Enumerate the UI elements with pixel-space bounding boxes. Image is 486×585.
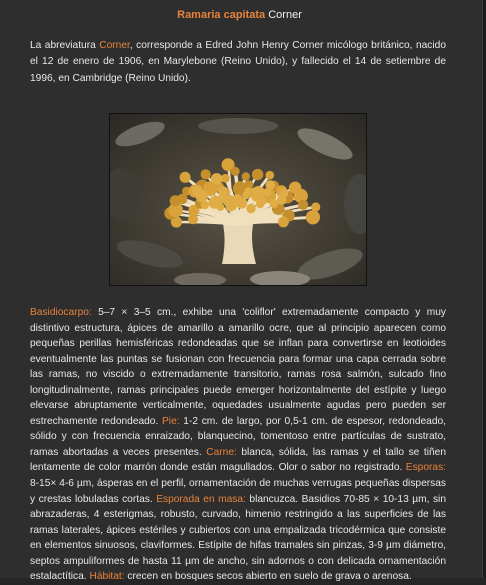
intro-pre: La abreviatura xyxy=(30,40,100,51)
cap-tip xyxy=(278,217,289,228)
text-esporada: blancuzca. Basidios 70-85 × 10-13 µm, sin abrazaderas, 4 esterigmas, robusto, curvado, himenio restringido a las superficies de las ramas laterales, ápices estériles y cubiertos con una empalizada tricodérmica que consiste en elementos sinuosos, claviformes. Estípite de hifas tramales sin pinzas, 3-9 µm diámetro, septos ampuliformes de hasta 11 µm de ancho, sin adornos o con delicada ornamentación estalactítica. xyxy=(30,493,446,583)
cap-tip xyxy=(192,185,203,196)
species-description xyxy=(30,305,446,585)
species-author: Corner xyxy=(268,9,302,21)
cap-tip xyxy=(231,167,240,176)
label-habitat: Hábitat: xyxy=(89,571,125,583)
label-esporada: Esporada en masa: xyxy=(156,493,246,505)
cap-tip xyxy=(210,196,223,209)
author-intro xyxy=(30,38,446,87)
cap-tip xyxy=(298,200,308,210)
mushroom-illustration xyxy=(110,114,366,285)
cap-tip xyxy=(201,201,210,210)
cap-tip xyxy=(266,180,276,190)
cap-tip xyxy=(266,171,275,180)
cap-tip xyxy=(242,172,250,180)
text-habitat: crecen en bosques secos abierto en suelo de grava o arenosa. xyxy=(124,571,412,583)
label-basidiocarpo: Basidiocarpo: xyxy=(30,307,92,318)
cap-tip xyxy=(256,200,264,208)
page-title xyxy=(0,8,479,22)
cap-tip xyxy=(252,169,263,180)
text-carne: blanca, sólida, las ramas y el tallo se tiñen lentamente de color marrón donde están magullados. Olor o sabor no registrado. xyxy=(30,446,446,474)
cap-tip xyxy=(306,210,320,224)
species-name: Ramaria capitata xyxy=(177,9,266,21)
cap-tip xyxy=(223,196,233,206)
cap-tip xyxy=(245,187,252,194)
cap-tip xyxy=(246,204,255,213)
cap-tip xyxy=(270,199,279,208)
cap-tip xyxy=(201,169,211,179)
cap-tip xyxy=(218,186,228,196)
text-esporas: 8-15× 4-6 µm, ásperas en el perfil, ornamentación de muchas verrugas pequeñas dispersas y crestas lobuladas cortas. xyxy=(30,478,446,505)
cap-tip xyxy=(180,172,191,183)
cap-tip xyxy=(211,173,223,185)
text-pie: 1-2 cm. de largo, por 0,5-1 cm. de espesor, redondeado, sólido y con frecuencia enraizado, blanquecino, tomentoso entre partículas de sustrato, ramas abortadas a veces presentes. xyxy=(30,415,446,458)
mushroom-photo xyxy=(109,113,367,286)
author-link[interactable]: Corner xyxy=(99,40,130,51)
label-carne: Carne: xyxy=(206,446,237,458)
label-esporas: Esporas: xyxy=(405,462,446,474)
intro-post: , corresponde a Edred John Henry Corner micólogo británico, nacido el 12 de enero de 1906, en Marylebone (Reino Unido), y fallecido el 14 de setiembre de 1996, en Cambridge (Reino Unido). xyxy=(30,40,446,84)
label-pie: Pie: xyxy=(162,415,180,427)
text-basidiocarpo: 5–7 × 3–5 cm., exhibe una 'coliflor' extremadamente compacto y muy distintivo estructura, ápices de amarillo a amarillo ocre, que al principio aparecen como pequeñas perillas hemisféricas redondeadas que se inflan para convertirse en leotioides eventualmente las puntas se fusionan con frecuencia para formar una capa cerrada sobre las ramas, no viscido o extremadamente transitorio, ramas rosa salmón, sulcado fino longitudinalmente, ramas principales puede emerger horizontalmente del estípite y luego elevarse abruptamente verticalmente, oquedades usualmente agudas pero pueden ser estrechamente redondeado. xyxy=(30,307,446,427)
